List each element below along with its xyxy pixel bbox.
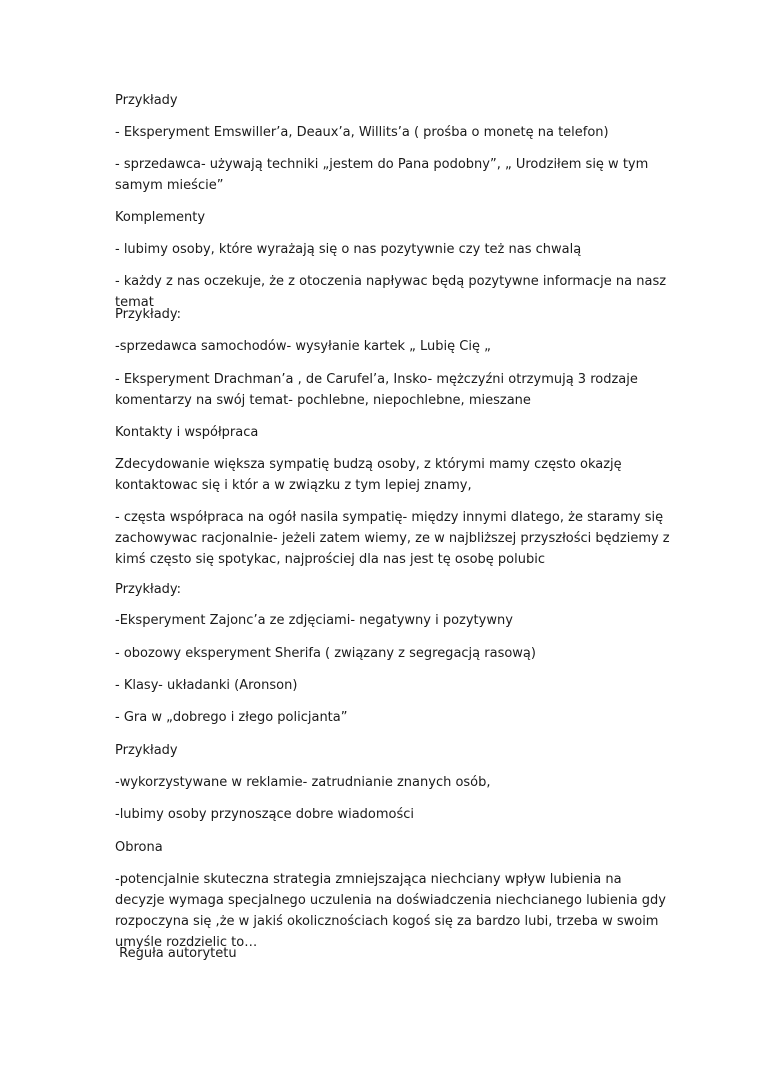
- paragraph-reklama: -wykorzystywane w reklamie- zatrudnianie znanych osób,: [115, 775, 491, 790]
- paragraph-klasy: - Klasy- układanki (Aronson): [115, 678, 298, 693]
- paragraph-kazdy-z-nas: - każdy z nas oczekuje, że z otoczenia napływac będą pozytywne informacje na nasz temat: [115, 274, 671, 310]
- heading-przyklady-2: Przykłady:: [115, 307, 182, 322]
- heading-przyklady-3: Przykłady:: [115, 582, 182, 597]
- heading-przyklady-1: Przykłady: [115, 93, 178, 108]
- heading-kontakty: Kontakty i współpraca: [115, 425, 259, 440]
- heading-regula-autorytetu: Reguła autorytetu: [115, 946, 237, 961]
- heading-komplementy: Komplementy: [115, 210, 206, 225]
- paragraph-strategia: -potencjalnie skuteczna strategia zmniejszająca niechciany wpływ lubienia na decyzje wymaga specjalnego uczulenia na doświadczenia niechcianego lubienia gdy rozpoczyna się ,że w jakiś okolicznościach kogoś się za bardzo lubi, trzeba w swoim umyśle rozdzielic to…: [115, 872, 671, 950]
- paragraph-drachman: - Eksperyment Drachman’a , de Carufel’a, Insko- mężczyźni otrzymują 3 rodzaje komentarzy na swój temat- pochlebne, niepochlebne, mieszane: [115, 372, 643, 408]
- paragraph-dobre-wiadomosci: -lubimy osoby przynoszące dobre wiadomości: [115, 807, 415, 822]
- heading-przyklady-4: Przykłady: [115, 743, 178, 758]
- paragraph-emswiller: - Eksperyment Emswiller’a, Deaux’a, Willits’a ( prośba o monetę na telefon): [115, 125, 609, 140]
- paragraph-zajonc: -Eksperyment Zajonc’a ze zdjęciami- negatywny i pozytywny: [115, 613, 513, 628]
- paragraph-sprzedawca: - sprzedawca- używają techniki „jestem do Pana podobny”, „ Urodziłem się w tym samym mieście”: [115, 157, 653, 193]
- paragraph-kartki: -sprzedawca samochodów- wysyłanie kartek „ Lubię Cię „: [115, 339, 491, 354]
- paragraph-sherif: - obozowy eksperyment Sherifa ( związany z segregacją rasową): [115, 646, 536, 661]
- paragraph-zdecydowanie: Zdecydowanie większa sympatię budzą osoby, z którymi mamy często okazję kontaktowac się i któr a w związku z tym lepiej znamy,: [115, 457, 626, 493]
- heading-obrona: Obrona: [115, 840, 163, 855]
- paragraph-czesta-wspolpraca: - częsta współpraca na ogół nasila sympatię- między innymi dlatego, że staramy się zachowywac racjonalnie- jeżeli zatem wiemy, ze w najbliższej przyszłości będziemy z kimś często się spotykac, najprościej dla nas jest tę osobę polubic: [115, 510, 674, 567]
- paragraph-gra: - Gra w „dobrego i złego policjanta”: [115, 710, 348, 725]
- paragraph-lubimy-osoby: - lubimy osoby, które wyrażają się o nas pozytywnie czy też nas chwalą: [115, 242, 582, 257]
